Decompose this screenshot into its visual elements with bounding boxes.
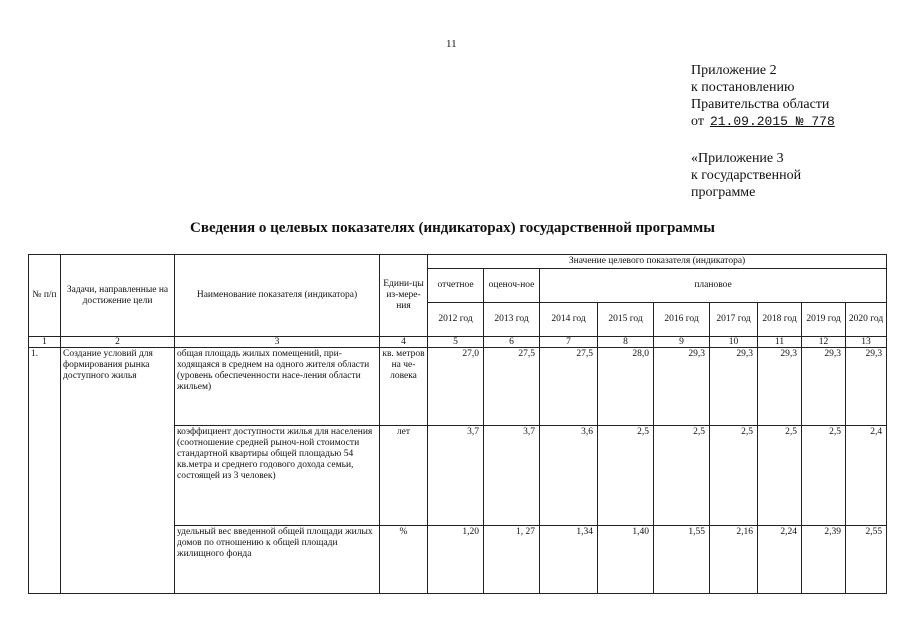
header-year: 2018 год [758, 303, 802, 337]
row-value: 1,55 [654, 526, 710, 594]
header-estimated: оценоч-ное [484, 269, 540, 303]
row-value: 2,5 [654, 426, 710, 526]
row-value: 27,5 [484, 348, 540, 426]
row-value: 2,39 [802, 526, 846, 594]
row-value: 27,0 [428, 348, 484, 426]
column-number: 10 [710, 337, 758, 348]
header-year: 2016 год [654, 303, 710, 337]
column-number: 12 [802, 337, 846, 348]
row-unit: кв. метров на че-ловека [380, 348, 428, 426]
column-number: 11 [758, 337, 802, 348]
annex2-line: к государственной [691, 168, 802, 183]
header-reported: отчетное [428, 269, 484, 303]
row-value: 29,3 [846, 348, 887, 426]
annex-line: Приложение 2 [691, 63, 777, 78]
row-value: 3,7 [428, 426, 484, 526]
column-number: 3 [175, 337, 380, 348]
column-number: 1 [29, 337, 61, 348]
annex-line: Правительства области [691, 97, 830, 112]
annex-date-line [691, 113, 835, 130]
column-numbers-row [29, 337, 887, 348]
row-indicator: общая площадь жилых помещений, при-ходящаяся в среднем на одного жителя области (уровень обеспеченности насе-ления области жильем) [175, 348, 380, 426]
page-number: 11 [446, 38, 457, 50]
column-number: 13 [846, 337, 887, 348]
table-row [29, 348, 887, 426]
column-number: 6 [484, 337, 540, 348]
row-value: 1,40 [598, 526, 654, 594]
header-unit: Едини-цы из-мере-ния [380, 255, 428, 337]
row-value: 2,5 [598, 426, 654, 526]
row-value: 1,34 [540, 526, 598, 594]
column-number: 5 [428, 337, 484, 348]
row-value: 2,5 [802, 426, 846, 526]
row-value: 2,24 [758, 526, 802, 594]
document-title: Сведения о целевых показателях (индикаторах) государственной программы [190, 220, 715, 236]
row-value: 29,3 [654, 348, 710, 426]
row-value: 29,3 [758, 348, 802, 426]
header-year: 2012 год [428, 303, 484, 337]
annex2-line: «Приложение 3 [691, 151, 784, 166]
annex-line: к постановлению [691, 80, 795, 95]
row-value: 3,7 [484, 426, 540, 526]
row-value: 2,5 [758, 426, 802, 526]
header-year: 2017 год [710, 303, 758, 337]
row-value: 27,5 [540, 348, 598, 426]
annex-block-2 [691, 150, 801, 201]
header-year: 2014 год [540, 303, 598, 337]
annex2-line: программе [691, 185, 756, 200]
row-value: 2,55 [846, 526, 887, 594]
header-value-group: Значение целевого показателя (индикатора) [428, 255, 887, 269]
header-planned: плановое [540, 269, 887, 303]
header-indicator: Наименование показателя (индикатора) [175, 255, 380, 337]
header-year: 2015 год [598, 303, 654, 337]
column-number: 7 [540, 337, 598, 348]
row-value: 2,4 [846, 426, 887, 526]
row-value: 3,6 [540, 426, 598, 526]
column-number: 4 [380, 337, 428, 348]
header-year: 2013 год [484, 303, 540, 337]
row-unit: % [380, 526, 428, 594]
row-value: 2,5 [710, 426, 758, 526]
annex-date-prefix: от [691, 114, 704, 129]
indicators-table [28, 254, 887, 594]
row-num: 1. [29, 348, 61, 594]
header-num: № п/п [29, 255, 61, 337]
row-value: 2,16 [710, 526, 758, 594]
column-number: 9 [654, 337, 710, 348]
row-indicator: удельный вес введенной общей площади жилых домов по отношению к общей площади жилищного фонда [175, 526, 380, 594]
row-indicator: коэффициент доступности жилья для населения (соотношение средней рыноч-ной стоимости стандартной квартиры общей площадью 54 кв.метра и среднего годового дохода семьи, состоящей из 3 человек) [175, 426, 380, 526]
annex-block [691, 62, 835, 130]
row-value: 1,20 [428, 526, 484, 594]
header-tasks: Задачи, направленные на достижение цели [61, 255, 175, 337]
row-unit: лет [380, 426, 428, 526]
header-year: 2019 год [802, 303, 846, 337]
column-number: 8 [598, 337, 654, 348]
annex-date: 21.09.2015 № 778 [709, 114, 835, 129]
header-year: 2020 год [846, 303, 887, 337]
column-number: 2 [61, 337, 175, 348]
row-value: 28,0 [598, 348, 654, 426]
row-value: 29,3 [802, 348, 846, 426]
row-task: Создание условий для формирования рынка доступного жилья [61, 348, 175, 594]
row-value: 1, 27 [484, 526, 540, 594]
row-value: 29,3 [710, 348, 758, 426]
